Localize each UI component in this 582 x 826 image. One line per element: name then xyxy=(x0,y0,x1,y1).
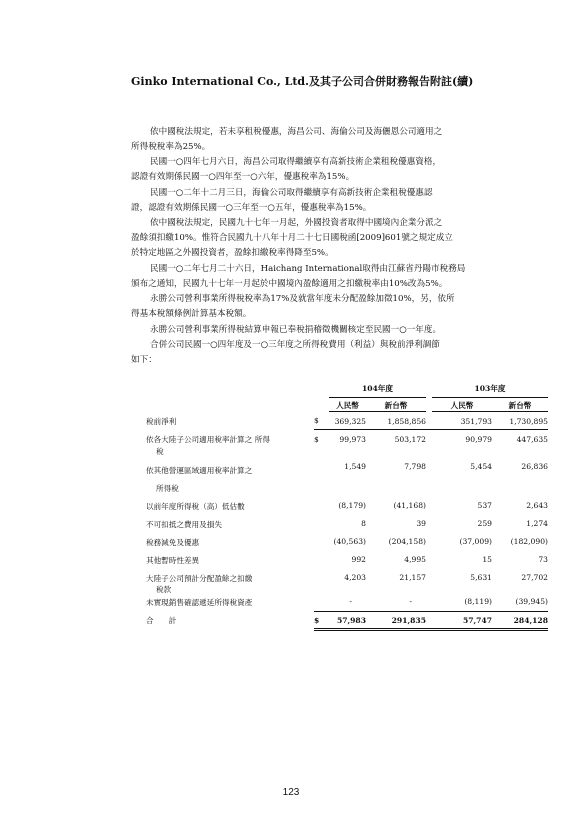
table-row xyxy=(146,516,548,534)
row-label: 其他暫時性差異 xyxy=(146,556,200,565)
currency-header: 新台幣 xyxy=(492,397,548,411)
value-cell: 537 xyxy=(477,501,492,510)
currency-header: 人民幣 xyxy=(329,397,366,411)
value-cell: 27,702 xyxy=(521,573,548,582)
table-row xyxy=(146,459,548,498)
reconciliation-intro xyxy=(131,338,521,368)
total-row xyxy=(146,611,548,629)
tax-rate-note xyxy=(131,125,521,155)
row-label: 不可扣抵之費用及損失 xyxy=(146,520,222,529)
currency-header-row xyxy=(146,397,548,411)
dollar-sign: $ xyxy=(314,434,319,444)
table-row xyxy=(146,534,548,552)
text-line: 永勝公司營利事業所得稅結算申報已奉稅捐稽徵機關核定至民國一○一年度。 xyxy=(150,325,442,335)
value-cell: 447,635 xyxy=(516,434,548,444)
table-row xyxy=(146,429,548,459)
text-line: 民國一○二年七月二十六日，Haichang International取得由江蘇省丹陽市稅務局 xyxy=(150,264,466,274)
text-line: 依中國稅法規定，民國九十七年一月起，外國投資者取得中國境內企業分派之 xyxy=(150,218,443,228)
currency-header: 人民幣 xyxy=(432,397,492,411)
value-cell: 992 xyxy=(351,555,366,564)
yongsheng-tax-note xyxy=(131,292,521,322)
value-cell: 99,973 xyxy=(339,434,366,444)
row-label-cont: 所得稅 xyxy=(156,484,179,493)
text-line: 於特定地區之外國投資者，盈餘扣繳稅率得降至5%。 xyxy=(131,248,334,259)
row-label: 以前年度所得稅（高）低估數 xyxy=(146,502,245,511)
table-row xyxy=(146,595,548,611)
value-cell: (41,168) xyxy=(393,501,426,510)
value-cell: 351,793 xyxy=(432,411,492,429)
total-value: 291,835 xyxy=(366,611,426,629)
hailun-incentive-note xyxy=(131,186,521,216)
value-cell: 503,172 xyxy=(394,434,426,444)
value-cell: 15 xyxy=(482,555,492,564)
table-row xyxy=(146,498,548,516)
page-number: 123 xyxy=(282,787,300,798)
value-cell: 39 xyxy=(416,519,426,528)
haichang-international-note xyxy=(131,262,521,292)
value-cell: 1,549 xyxy=(344,462,366,471)
dollar-sign: $ xyxy=(314,615,320,625)
row-label: 大陸子公司預計分配盈餘之扣繳 xyxy=(146,574,253,583)
value-cell: 73 xyxy=(538,555,548,564)
value-cell: 5,454 xyxy=(470,462,492,471)
text-line: 依中國稅法規定，若未享租稅優惠，海昌公司、海倫公司及海儷恩公司適用之 xyxy=(150,127,443,137)
value-cell: 369,325 xyxy=(329,411,366,429)
value-cell: 21,157 xyxy=(399,573,426,582)
table-row xyxy=(146,570,548,595)
text-line: 合併公司民國一○四年度及一○三年度之所得稅費用（利益）與稅前淨利調節 xyxy=(150,340,440,350)
value-cell: 4,995 xyxy=(404,555,426,564)
text-line: 所得稅稅率為25%。 xyxy=(131,142,211,153)
row-label-cont: 稅 xyxy=(156,447,164,456)
text-line: 頒布之通知，民國九十七年一月起於中國境內盈餘適用之扣繳稅率由10%改為5%。 xyxy=(131,279,448,290)
text-line: 民國一○二年十二月三日，海倫公司取得繼續享有高新技術企業租稅優惠認 xyxy=(150,188,433,198)
year-header-row xyxy=(146,383,548,397)
value-cell: 1,274 xyxy=(526,519,548,528)
value-cell: 7,798 xyxy=(404,462,426,471)
text-line: 證，認證有效期係民國一○三年至一○五年，優惠稅率為15%。 xyxy=(131,203,372,214)
value-cell: (204,158) xyxy=(388,537,426,546)
value-cell: 1,858,856 xyxy=(366,411,426,429)
text-line: 永勝公司營利事業所得稅稅率為17%及就當年度未分配盈餘加徵10%，另，依所 xyxy=(150,294,455,304)
total-label: 合 計 xyxy=(146,616,177,625)
text-line: 如下： xyxy=(131,355,157,366)
value-cell: 4,203 xyxy=(344,573,366,582)
value-cell: - xyxy=(366,595,426,611)
text-line: 民國一○四年七月六日，海昌公司取得繼續享有高新技術企業租稅優惠資格， xyxy=(150,157,442,167)
table-row xyxy=(146,552,548,570)
value-cell: 259 xyxy=(477,519,492,528)
value-cell: (8,119) xyxy=(432,595,492,611)
value-cell: 1,730,895 xyxy=(492,411,548,429)
currency-header: 新台幣 xyxy=(366,397,426,411)
tax-reconciliation-table xyxy=(146,383,548,631)
text-line: 認證有效期係民國一○四年至一○六年，優惠稅率為15%。 xyxy=(131,172,355,183)
total-value: 57,983 xyxy=(329,611,366,629)
value-cell: 2,643 xyxy=(526,501,548,510)
text-line: 得基本稅額條例計算基本稅額。 xyxy=(131,309,252,320)
total-value: 284,128 xyxy=(492,611,548,629)
total-value: 57,747 xyxy=(432,611,492,629)
haichang-incentive-note xyxy=(131,155,521,185)
table-row xyxy=(146,411,548,429)
value-cell: 26,836 xyxy=(521,462,548,471)
page-title: Ginko International Co., Ltd.及其子公司合併財務報告附註(續) xyxy=(131,75,474,88)
value-cell: (182,090) xyxy=(510,537,548,546)
value-cell: - xyxy=(329,595,366,611)
year-header: 103年度 xyxy=(432,383,548,397)
row-label: 未實現銷售確認遞延所得稅資產 xyxy=(146,598,253,607)
value-cell: (37,009) xyxy=(459,537,492,546)
row-label: 稅前淨利 xyxy=(146,417,177,426)
value-cell: (8,179) xyxy=(338,501,366,510)
row-label: 依各大陸子公司適用稅率計算之 所得 xyxy=(146,435,270,444)
value-cell: 90,979 xyxy=(465,434,492,444)
value-cell: (39,945) xyxy=(492,595,548,611)
withholding-tax-note xyxy=(131,216,521,262)
value-cell: 8 xyxy=(361,519,366,528)
yongsheng-assessment-note xyxy=(131,323,521,338)
text-line: 盈餘須扣繳10%。惟符合民國九十八年十月二十七日國稅函[2009]601號之規定成立 xyxy=(131,233,453,244)
year-header: 104年度 xyxy=(329,383,426,397)
value-cell: 5,631 xyxy=(470,573,492,582)
row-label: 稅務減免及優惠 xyxy=(146,538,200,547)
row-label: 依其他營運區域適用稅率計算之 xyxy=(146,466,253,475)
value-cell: (40,563) xyxy=(333,537,366,546)
row-label-cont: 稅款 xyxy=(156,585,172,594)
dollar-sign: $ xyxy=(314,416,319,425)
